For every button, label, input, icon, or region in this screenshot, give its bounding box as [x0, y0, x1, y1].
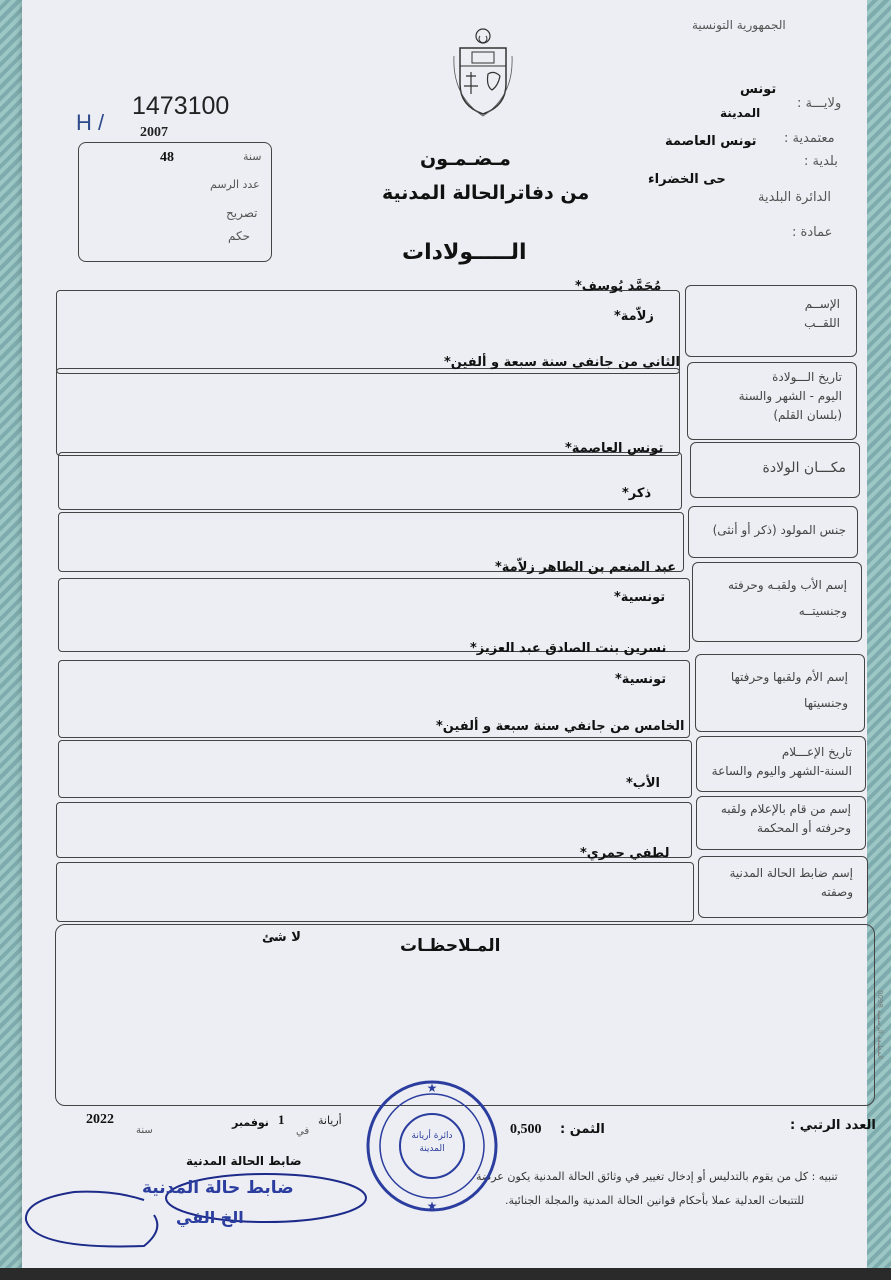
- value-mother-name: نسرين بنت الصادق عبد العزيز*: [470, 641, 667, 656]
- value-father-nationality: تونسية*: [614, 590, 666, 605]
- title-summary: مـضـمـون: [420, 148, 511, 170]
- omada-label: عمادة :: [792, 225, 833, 240]
- tunisia-emblem-icon: [452, 26, 514, 118]
- city-value: المدينة: [720, 106, 761, 120]
- value-father-name: عبد المنعم بن الطاهر زلاّمة*: [495, 560, 677, 575]
- record-year-label: سنة: [243, 150, 262, 163]
- side-print-label: المطبعة الرسمية 0098: [876, 990, 884, 1060]
- date-month: نوفمبر: [232, 1116, 269, 1129]
- baladiya-label: بلدية :: [804, 154, 838, 169]
- warning-line-1: تنبيه : كل من يقوم بالتدليس أو إدخال تغيير في وثائق الحالة المدنية يكون عرضة: [476, 1170, 838, 1183]
- mutamadiya-value: تونس العاصمة: [665, 134, 757, 149]
- value-declaration-date: الخامس من جانفي سنة سبعة و ألفين*: [436, 719, 685, 734]
- label-declarant: إسم من قام بالإعلام ولقبه وحرفته أو المحكمة: [720, 802, 851, 835]
- value-name-last: زلاّمة*: [614, 309, 654, 324]
- record-year-value: 48: [160, 150, 174, 165]
- signature-stamp-line-2: الخ الفي: [176, 1208, 244, 1227]
- wilaya-label: ولايـــة :: [797, 96, 842, 111]
- wilaya-value: تونس: [740, 82, 777, 97]
- label-officer: إسم ضابط الحالة المدنية وصفته: [729, 866, 853, 899]
- daira-label: الدائرة البلدية: [758, 190, 831, 205]
- label-father: إسم الأب ولقبـه وحرفته وجنسيتــه: [727, 578, 847, 618]
- label-name: الإســم اللقــب: [804, 297, 840, 330]
- stamp-center-text: دائرة أريانة المدينة: [411, 1131, 453, 1154]
- value-mother-nationality: تونسية*: [615, 672, 667, 687]
- reg-number-label: عدد الرسم: [210, 178, 260, 191]
- doc-year: 2007: [140, 125, 168, 140]
- serial-label: العدد الرتبي :: [790, 1118, 876, 1133]
- warning-line-2: للتتبعات العدلية عملا بأحكام قوانين الحالة المدنية والمجلة الجنائية.: [505, 1194, 805, 1207]
- declaration-label: تصريح: [226, 206, 258, 220]
- value-birthdate: الثاني من جانفي سنة سبعة و ألفين*: [444, 355, 680, 370]
- label-sex: جنس المولود (ذكر أو أنثى): [712, 523, 846, 537]
- value-sex: ذكر*: [622, 486, 652, 501]
- officer-signature-label: ضابط الحالة المدنية: [186, 1154, 302, 1168]
- label-birthdate: تاريخ الـــولادة اليوم - الشهر والسنة (بلسان القلم): [738, 370, 842, 422]
- remarks-label: المـلاحظـات: [400, 936, 501, 956]
- svg-text:★: ★: [426, 1199, 438, 1213]
- doc-prefix: H /: [76, 110, 105, 135]
- value-name-first: مُحَمَّد يُوسف*: [575, 279, 662, 294]
- label-declaration-date: تاريخ الإعـــلام السنة-الشهر واليوم والساعة: [711, 745, 852, 778]
- value-box-officer: [56, 862, 694, 922]
- district-value: حى الخضراء: [648, 172, 726, 187]
- price-value: 0,500: [510, 1122, 542, 1137]
- date-year-label: سنة: [136, 1125, 153, 1136]
- price-label: الثمن :: [560, 1122, 605, 1137]
- date-day: 1: [278, 1112, 285, 1127]
- guilloche-border-left: [0, 0, 22, 1268]
- title-registers: من دفاترالحالة المدنية: [382, 182, 590, 204]
- title-births: الـــــولادات: [402, 240, 527, 265]
- signature-stamp-line-1: ضابط حالة المدنية: [142, 1178, 294, 1198]
- value-birthplace: تونس العاصمة*: [565, 441, 664, 456]
- doc-number: 1473100: [132, 92, 230, 120]
- photo-bottom-edge: [0, 1268, 891, 1280]
- label-birthplace: مكـــان الولادة: [762, 460, 846, 476]
- value-officer: لطفي حمري*: [580, 846, 670, 861]
- in-label: في: [296, 1126, 310, 1137]
- judgement-label: حكم: [228, 229, 251, 243]
- value-box-declaration-date: [58, 740, 692, 798]
- date-year: 2022: [86, 1112, 114, 1127]
- value-declarant: الأب*: [626, 776, 660, 791]
- value-box-birthplace: [58, 452, 682, 510]
- place-value: أريانة: [318, 1114, 342, 1127]
- republic-label: الجمهورية التونسية: [692, 18, 786, 32]
- mutamadiya-label: معتمدية :: [784, 131, 835, 146]
- svg-text:★: ★: [426, 1081, 438, 1095]
- remarks-value: لا شئ: [262, 930, 301, 945]
- label-mother: إسم الأم ولقبها وحرفتها وجنسيتها: [730, 670, 848, 710]
